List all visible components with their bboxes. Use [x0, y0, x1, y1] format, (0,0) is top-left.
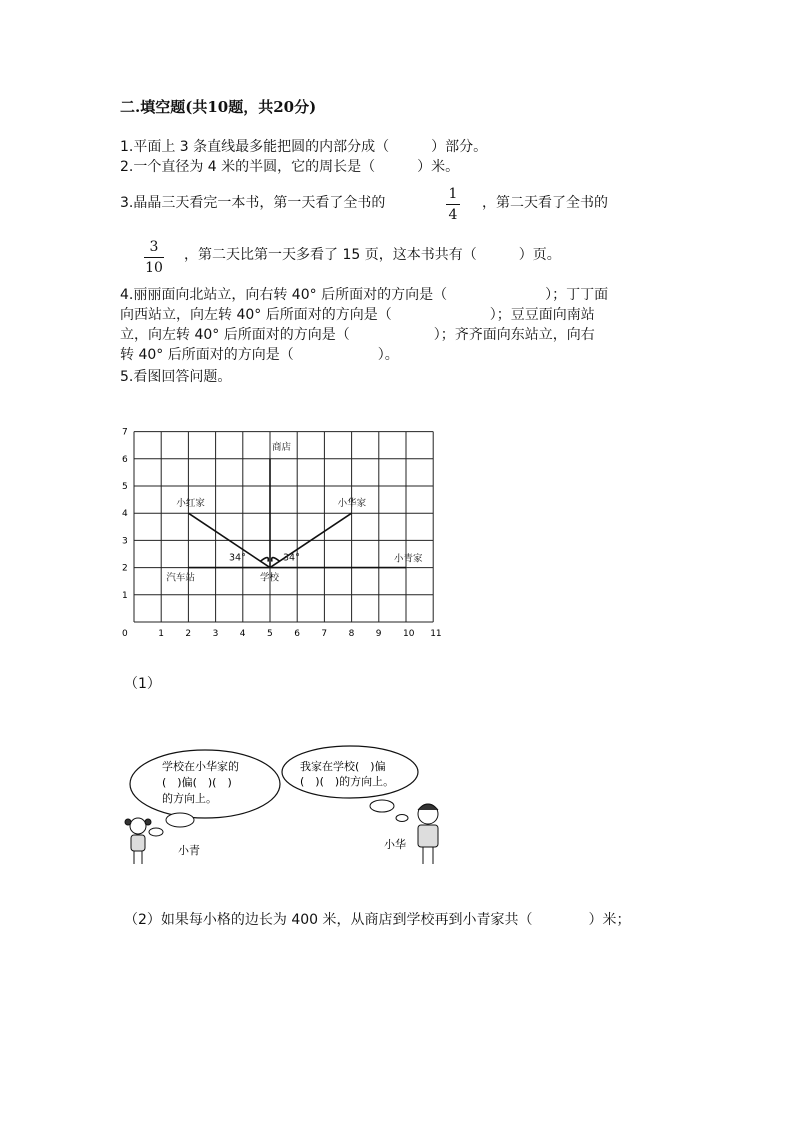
question-1: 1.平面上 3 条直线最多能把圆的内部分成（ ）部分。	[120, 139, 488, 155]
name-xiaohua: 小华	[384, 838, 406, 851]
label-xiaohua: 小华家	[337, 498, 367, 510]
angle-arc-left	[260, 558, 268, 562]
sub-question-1-label: （1）	[124, 676, 161, 692]
x-tick-label: 8	[348, 629, 355, 637]
bubble-right-line1: 我家在学校( )偏	[300, 760, 386, 773]
bubble-left-line1: 学校在小华家的	[162, 760, 239, 773]
x-tick-label: 1	[158, 629, 164, 637]
y-tick-label: 1	[122, 590, 128, 601]
thought-cloud-small	[166, 813, 194, 827]
question-4-line1: 4.丽丽面向北站立，向右转 40° 后所面对的方向是（ ）；丁丁面	[120, 287, 609, 303]
bubble-right-line2: ( )( )的方向上。	[300, 775, 395, 788]
y-tick-label: 3	[122, 536, 128, 547]
section-title: 二.填空题(共10题，共20分)	[120, 98, 317, 116]
question-5: 5.看图回答问题。	[120, 369, 232, 385]
fraction-denominator: 4	[448, 207, 458, 223]
label-school: 学校	[260, 572, 280, 584]
label-xiaoqing: 小青家	[394, 553, 423, 565]
angle-arc-right	[272, 558, 280, 562]
fraction-numerator: 3	[149, 239, 159, 255]
question-4-line3: 立，向左转 40° 后所面对的方向是（ ）；齐齐面向东站立，向右	[120, 327, 595, 343]
question-2: 2.一个直径为 4 米的半圆，它的周长是（ ）米。	[120, 159, 460, 175]
question-3-part3: ，第二天比第一天多看了 15 页，这本书共有（ ）页。	[184, 247, 561, 263]
name-xiaoqing: 小青	[178, 844, 200, 857]
x-tick-label: 5	[267, 629, 273, 637]
dialogue-illustration	[120, 740, 460, 880]
thought-cloud-small	[370, 800, 394, 812]
bubble-left-line3: 的方向上。	[162, 792, 217, 805]
y-tick-label: 4	[122, 509, 128, 520]
grid-lines	[134, 432, 433, 622]
question-4-line4: 转 40° 后所面对的方向是（ ）。	[120, 347, 399, 363]
label-angle-right: 34°	[283, 552, 300, 564]
question-3-part1: 3.晶晶三天看完一本书，第一天看了全书的	[120, 195, 386, 211]
coordinate-grid-figure	[110, 415, 450, 637]
fraction-three-tenths	[144, 239, 164, 276]
x-tick-label: 4	[239, 629, 246, 637]
label-xiaohong: 小红家	[176, 498, 205, 510]
x-tick-label: 11	[430, 629, 442, 637]
girl-xiaoqing-figure	[125, 818, 151, 864]
sub-question-2: （2）如果每小格的边长为 400 米，从商店到学校再到小青家共（ ）米；	[124, 912, 631, 928]
y-tick-label: 6	[122, 454, 128, 465]
x-tick-label: 3	[212, 629, 219, 637]
x-tick-label: 6	[294, 629, 300, 637]
thought-cloud-dot	[396, 815, 408, 822]
x-tick-label: 2	[185, 629, 192, 637]
bubble-left-line2: ( )偏( )( )	[162, 776, 232, 789]
x-tick-label: 10	[403, 629, 415, 637]
y-tick-label: 5	[122, 482, 128, 492]
fraction-one-quarter	[446, 186, 460, 223]
x-tick-label: 0	[122, 629, 128, 637]
fraction-numerator: 1	[448, 186, 458, 202]
question-4-line2: 向西站立，向左转 40° 后所面对的方向是（ ）；豆豆面向南站	[120, 307, 595, 323]
x-tick-label: 9	[375, 629, 382, 637]
thought-cloud-dot	[149, 828, 163, 836]
label-shop: 商店	[272, 441, 292, 453]
y-tick-label: 7	[122, 427, 128, 438]
boy-xiaohua-figure	[418, 804, 438, 864]
y-tick-label: 2	[122, 563, 128, 574]
label-angle-left: 34°	[229, 552, 246, 564]
place-labels	[166, 441, 423, 584]
label-bus-station: 汽车站	[166, 572, 195, 584]
question-3-part2: ，第二天看了全书的	[482, 195, 608, 211]
x-tick-label: 7	[321, 629, 328, 637]
fraction-denominator: 10	[145, 260, 163, 276]
